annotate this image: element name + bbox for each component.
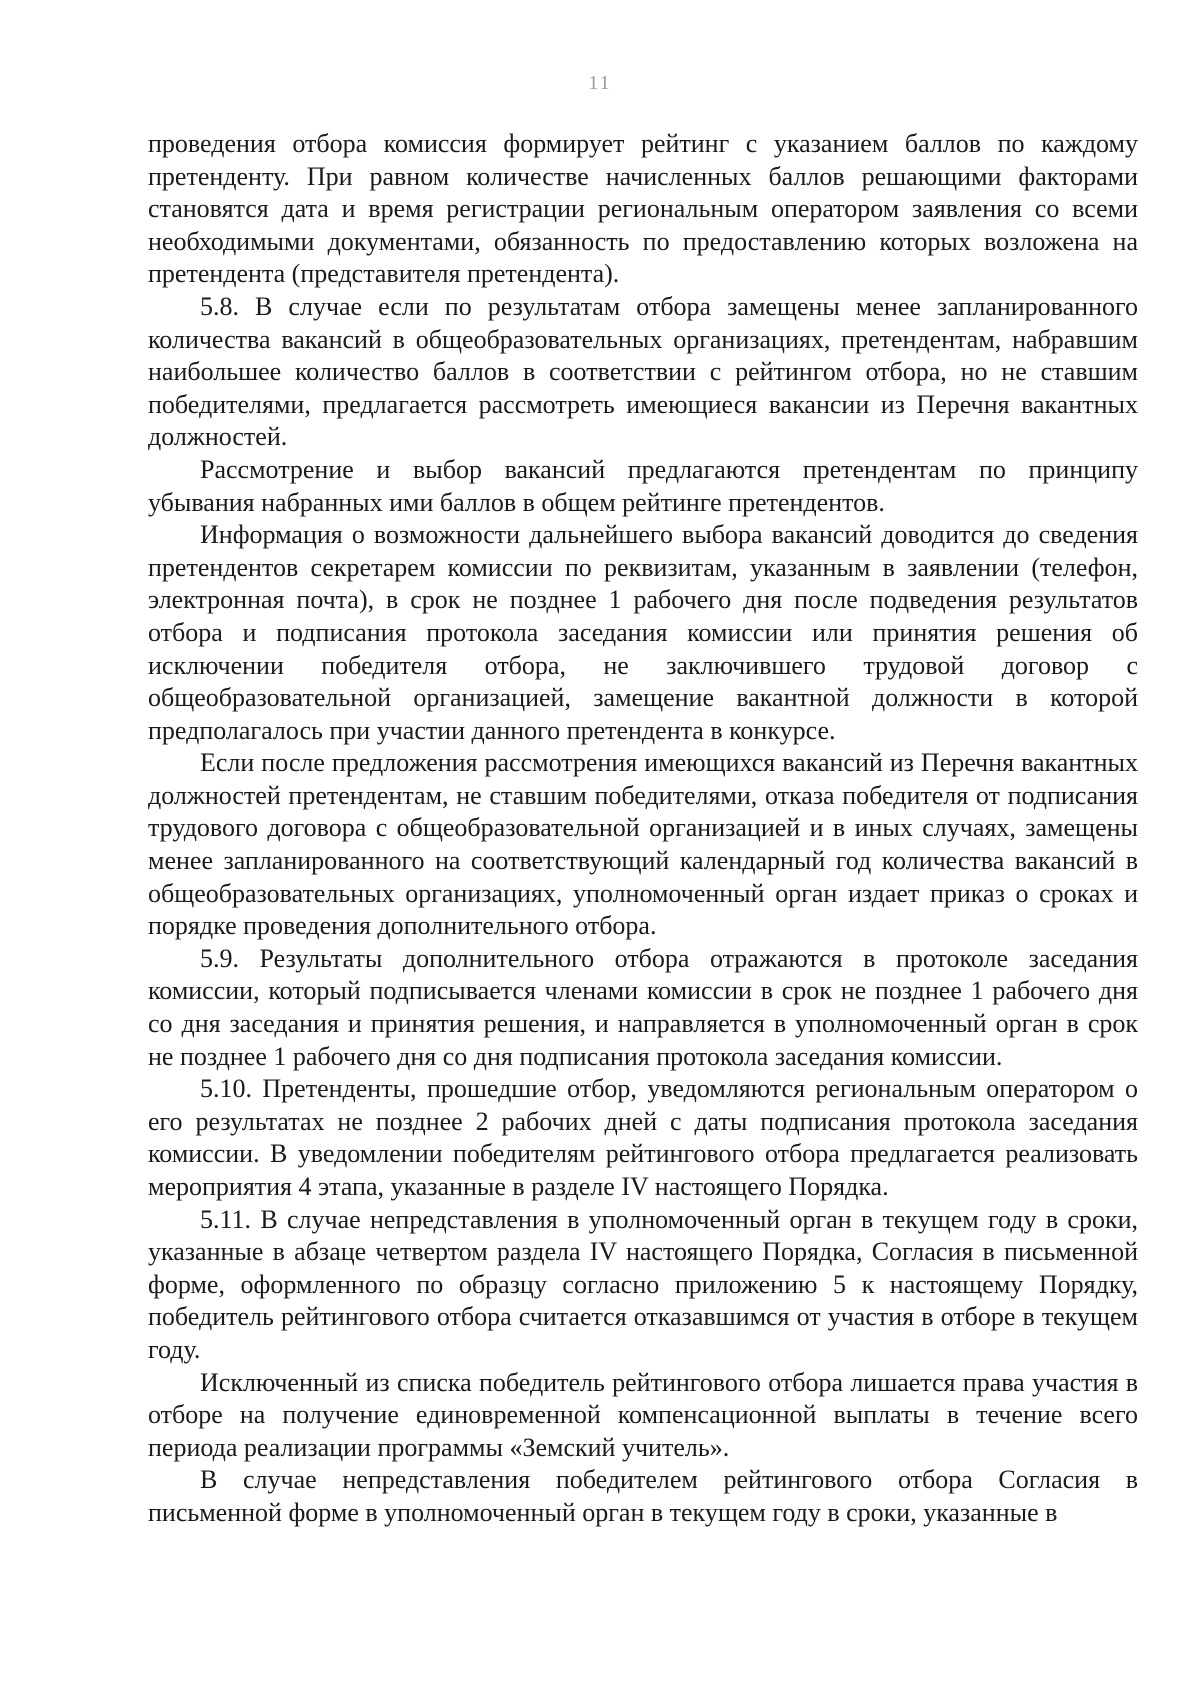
paragraph-information: Информация о возможности дальнейшего выбора вакансий доводится до сведения претендентов секретарем комиссии по реквизитам, указанным в заявлении (телефон, электронная почта), в срок не позднее 1 рабочего дня после подведения результатов отбора и подписания протокола заседания комиссии или принятия решения об исключении победителя отбора, не заключившего трудовой договор с общеобразовательной организацией, замещение вакантной должности в которой предполагалось при участии данного претендента в конкурсе. bbox=[148, 520, 1138, 745]
paragraph-non-submission: В случае непредставления победителем рейтингового отбора Согласия в письменной форме в уполномоченный орган в текущем году в сроки, указанные в bbox=[148, 1465, 1138, 1527]
paragraph-5-10: 5.10. Претенденты, прошедшие отбор, уведомляются региональным оператором о его результатах не позднее 2 рабочих дней с даты подписания протокола заседания комиссии. В уведомлении победителям рейтингового отбора предлагается реализовать мероприятия 4 этапа, указанные в разделе IV настоящего Порядка. bbox=[148, 1074, 1138, 1201]
page-number: 11 bbox=[588, 72, 612, 94]
paragraph-additional-selection: Если после предложения рассмотрения имеющихся вакансий из Перечня вакантных должностей претендентам, не ставшим победителями, отказа победителя от подписания трудового договора с общеобразовательной организацией и в иных случаях, замещены менее запланированного на соответствующий календарный год количества вакансий в общеобразовательных организациях, уполномоченный орган издает приказ о сроках и порядке проведения дополнительного отбора. bbox=[148, 748, 1138, 941]
paragraph-5-8: 5.8. В случае если по результатам отбора замещены менее запланированного количества вакансий в общеобразовательных организациях, претендентам, набравшим наибольшее количество баллов в соответствии с рейтингом отбора, но не ставшим победителями, предлагается рассмотреть имеющиеся вакансии из Перечня вакантных должностей. bbox=[148, 291, 1138, 452]
paragraph-5-11: 5.11. В случае непредставления в уполномоченный орган в текущем году в сроки, указанные в абзаце четвертом раздела IV настоящего Порядка, Согласия в письменной форме, оформленного по образцу согласно приложению 5 к настоящему Порядку, победитель рейтингового отбора считается отказавшимся от участия в отборе в текущем году. bbox=[148, 1204, 1138, 1364]
paragraph-vacancy-selection: Рассмотрение и выбор вакансий предлагаются претендентам по принципу убывания набранных ими баллов в общем рейтинге претендентов. bbox=[148, 454, 1138, 517]
paragraph-5-9: 5.9. Результаты дополнительного отбора отражаются в протоколе заседания комиссии, который подписывается членами комиссии в срок не позднее 1 рабочего дня со дня заседания и принятия решения, и направляется в уполномоченный орган в срок не позднее 1 рабочего дня со дня подписания протокола заседания комиссии. bbox=[148, 943, 1138, 1071]
paragraph-excluded-winner: Исключенный из списка победитель рейтингового отбора лишается права участия в отборе на получение единовременной компенсационной выплаты в течение всего периода реализации программы «Земский учитель». bbox=[148, 1367, 1138, 1462]
document-body bbox=[148, 128, 1138, 1530]
paragraph-continuation: проведения отбора комиссия формирует рейтинг с указанием баллов по каждому претенденту. При равном количестве начисленных баллов решающими факторами становятся дата и время регистрации региональным оператором заявления со всеми необходимыми документами, обязанность по предоставлению которых возложена на претендента (представителя претендента). bbox=[148, 129, 1138, 289]
